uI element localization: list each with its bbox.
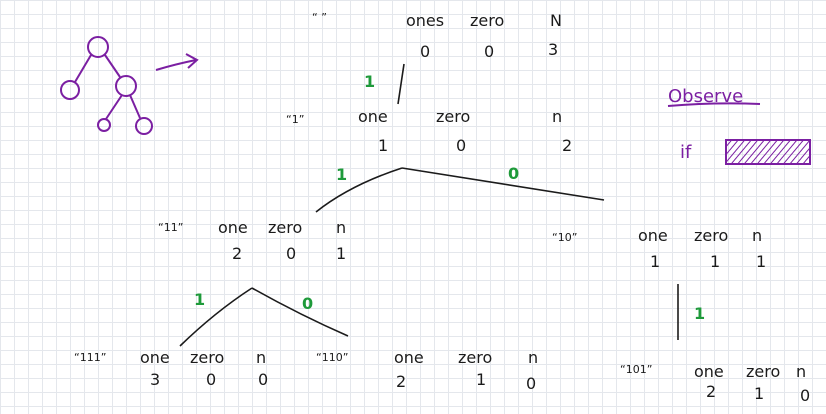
edge-left-line (316, 165, 402, 212)
node101-header-n: n (796, 362, 807, 381)
edge-right-label: 0 (508, 164, 520, 183)
node10-header-one: one (638, 226, 668, 245)
node11-header-one: one (218, 218, 248, 237)
node101-value-zero: 1 (754, 384, 765, 403)
node11-value-n: 1 (336, 244, 347, 263)
node111-value-zero: 0 (206, 370, 217, 389)
node101-value-n: 0 (800, 386, 811, 405)
root-value-n: 3 (548, 40, 559, 59)
observe-title: Observe (668, 86, 744, 107)
node1-value-zero: 0 (456, 136, 467, 155)
root-value-zero: 0 (484, 42, 495, 61)
observe-if: if (680, 142, 692, 163)
edge-ll-line (180, 288, 252, 346)
node11-header-zero: zero (268, 218, 303, 237)
node10-header-zero: zero (694, 226, 729, 245)
node10-header-n: n (752, 226, 763, 245)
node1-string: “1” (286, 113, 305, 126)
doodle-node-rl (98, 119, 110, 131)
doodle-node-right (116, 76, 136, 96)
node111-header-zero: zero (190, 348, 225, 367)
edge-left-label: 1 (336, 165, 348, 184)
node110-header-n: n (528, 348, 539, 367)
root-header-ones: ones (406, 11, 445, 30)
node10-value-one: 1 (650, 252, 661, 271)
node1-header-n: n (552, 107, 563, 126)
edge-root-line (398, 64, 404, 104)
node10-string: “10” (552, 231, 578, 244)
node1-value-one: 1 (378, 136, 389, 155)
node101-header-one: one (694, 362, 724, 381)
edge-r-label: 1 (694, 304, 706, 323)
root-header-n: N (550, 11, 562, 30)
node11-header-n: n (336, 218, 347, 237)
doodle-node-rr (136, 118, 152, 134)
node110-header-one: one (394, 348, 424, 367)
node110-value-n: 0 (526, 374, 537, 393)
edge-lr-label: 0 (302, 294, 314, 313)
node11-string: “11” (158, 221, 184, 234)
node101-string: “101” (620, 363, 653, 376)
hatched-box (726, 140, 810, 164)
edge-right-line (402, 164, 604, 200)
node11-value-zero: 0 (286, 244, 297, 263)
node1-value-n: 2 (562, 136, 573, 155)
edge-root-label: 1 (364, 72, 376, 91)
root-header-zero: zero (470, 11, 505, 30)
doodle-node-root (88, 37, 108, 57)
root-value-ones: 0 (420, 42, 431, 61)
root-string: “ ” (312, 11, 327, 24)
node10-value-n: 1 (756, 252, 767, 271)
edge-lr-line (252, 288, 348, 336)
node111-value-one: 3 (150, 370, 161, 389)
node1-header-zero: zero (436, 107, 471, 126)
tree-doodle (61, 37, 152, 134)
node110-value-zero: 1 (476, 370, 487, 389)
node101-value-one: 2 (706, 382, 717, 401)
edge-ll-label: 1 (194, 290, 206, 309)
node11-value-one: 2 (232, 244, 243, 263)
node110-string: “110” (316, 351, 349, 364)
node111-value-n: 0 (258, 370, 269, 389)
node111-string: “111” (74, 351, 107, 364)
node111-header-one: one (140, 348, 170, 367)
node10-value-zero: 1 (710, 252, 721, 271)
node110-header-zero: zero (458, 348, 493, 367)
doodle-node-left (61, 81, 79, 99)
node101-header-zero: zero (746, 362, 781, 381)
node110-value-one: 2 (396, 372, 407, 391)
node111-header-n: n (256, 348, 267, 367)
arrow-icon (156, 54, 197, 70)
node1-header-one: one (358, 107, 388, 126)
